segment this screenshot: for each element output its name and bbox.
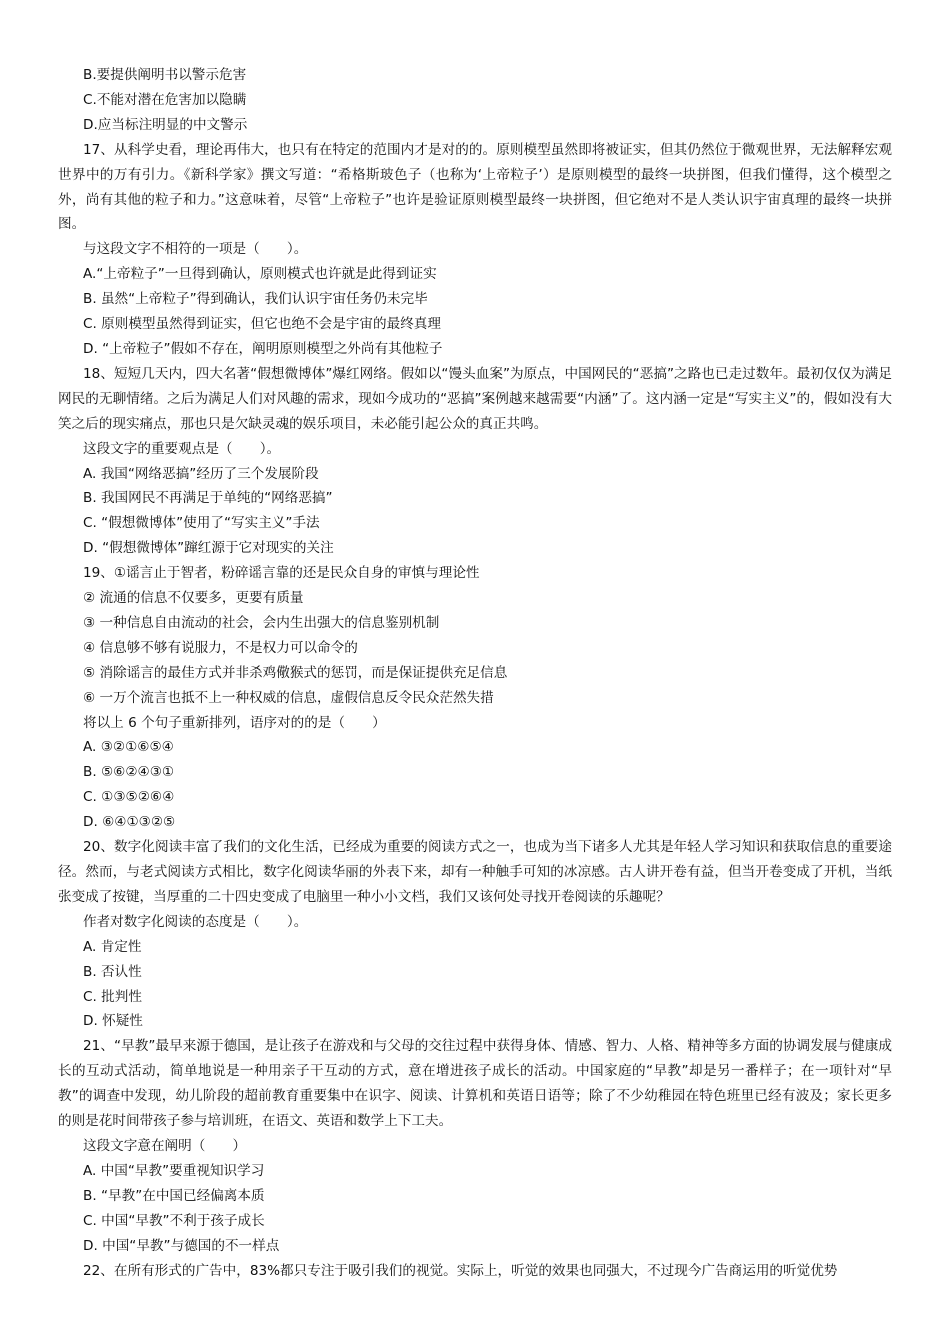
q17-passage: 17、从科学史看，理论再伟大，也只有在特定的范围内才是对的的。原则模型虽然即将被证实，但其仍然位于微观世界，无法解释宏观世界中的万有引力。《新科学家》撰文写道：“希格斯玻色子（也称为‘上帝粒子’）是原则模型的最终一块拼图，但我们懂得，这个模型之外，尚有其他的粒子和力。”这意味着，尽管“上帝粒子”也许是验证原则模型最终一块拼图，但它绝对不是人类认识宇宙真理的最终一块拼图。 bbox=[58, 141, 892, 233]
q19-stem: 将以上 6 个句子重新排列，语序对的的是（ ） bbox=[83, 714, 386, 731]
q17-stem: 与这段文字不相符的一项是（ ）。 bbox=[83, 241, 308, 258]
q21-stem: 这段文字意在阐明（ ） bbox=[83, 1137, 247, 1154]
q20-stem: 作者对数字化阅读的态度是（ ）。 bbox=[83, 913, 308, 930]
q19-sentence-3: ③ 一种信息自由流动的社会，会内生出强大的信息鉴别机制 bbox=[83, 614, 440, 631]
q18-option-d: D. “假想微博体”蹿红源于它对现实的关注 bbox=[83, 540, 334, 557]
q20-option-d: D. 怀疑性 bbox=[83, 1013, 143, 1030]
q18-passage: 18、短短几天内，四大名著“假想微博体”爆红网络。假如以“馒头血案”为原点，中国网民的“恶搞”之路也已走过数年。最初仅仅为满足网民的无聊情绪。之后为满足人们对风趣的需求，现如今成功的“恶搞”案例越来越需要“内涵”了。这内涵一定是“写实主义”的，假如没有大笑之后的现实痛点，那也只是欠缺灵魂的娱乐项目，未必能引起公众的真正共鸣。 bbox=[58, 365, 892, 432]
q19-sentence-5: ⑤ 消除谣言的最佳方式并非杀鸡儆猴式的惩罚，而是保证提供充足信息 bbox=[83, 664, 508, 681]
q20-option-b: B. 否认性 bbox=[83, 963, 142, 980]
q17-option-c: C. 原则模型虽然得到证实，但它也绝不会是宇宙的最终真理 bbox=[83, 316, 441, 333]
q18-stem: 这段文字的重要观点是（ ）。 bbox=[83, 440, 281, 457]
q17-option-d: D. “上帝粒子”假如不存在，阐明原则模型之外尚有其他粒子 bbox=[83, 340, 443, 357]
q18-option-b: B. 我国网民不再满足于单纯的“网络恶搞” bbox=[83, 490, 333, 507]
q19-sentence-1: 19、①谣言止于智者，粉碎谣言靠的还是民众自身的审慎与理论性 bbox=[83, 565, 480, 582]
q21-option-c: C. 中国“早教”不利于孩子成长 bbox=[83, 1212, 265, 1229]
q19-sentence-2: ② 流通的信息不仅要多，更要有质量 bbox=[83, 590, 304, 607]
q20-option-a: A. 肯定性 bbox=[83, 938, 142, 955]
q19-option-d: D. ⑥④①③②⑤ bbox=[83, 814, 176, 831]
q22-passage: 22、在所有形式的广告中，83%都只专注于吸引我们的视觉。实际上，听觉的效果也同强大，不过现今广告商运用的听觉优势 bbox=[83, 1262, 838, 1279]
q21-option-d: D. 中国“早教”与德国的不一样点 bbox=[83, 1237, 280, 1254]
q19-sentence-4: ④ 信息够不够有说服力，不是权力可以命令的 bbox=[83, 639, 358, 656]
q19-sentence-6: ⑥ 一万个流言也抵不上一种权威的信息，虚假信息反令民众茫然失措 bbox=[83, 689, 494, 706]
q16-option-d: D.应当标注明显的中文警示 bbox=[83, 116, 248, 133]
q20-passage: 20、数字化阅读丰富了我们的文化生活，已经成为重要的阅读方式之一，也成为当下诸多人尤其是年轻人学习知识和获取信息的重要途径。然而，与老式阅读方式相比，数字化阅读华丽的外表下来，却有一种触手可知的冰凉感。古人讲开卷有益，但当开卷变成了开机，当纸张变成了按键，当厚重的二十四史变成了电脑里一种小小文档，我们又该何处寻找开卷阅读的乐趣呢？ bbox=[58, 839, 892, 905]
q17-option-b: B. 虽然“上帝粒子”得到确认，我们认识宇宙任务仍未完毕 bbox=[83, 291, 428, 308]
q19-option-a: A. ③②①⑥⑤④ bbox=[83, 739, 174, 756]
q17-option-a: A.“上帝粒子”一旦得到确认，原则模式也许就是此得到证实 bbox=[83, 266, 437, 283]
q16-option-c: C.不能对潜在危害加以隐瞒 bbox=[83, 91, 247, 108]
q16-option-b: B.要提供阐明书以警示危害 bbox=[83, 67, 247, 83]
q21-passage: 21、“早教”最早来源于德国，是让孩子在游戏和与父母的交往过程中获得身体、情感、智力、人格、精神等多方面的协调发展与健康成长的互动式活动，简单地说是一种用亲子干互动的方式，意在增进孩子成长的活动。中国家庭的“早教”却是另一番样子；在一项针对“早教”的调查中发现，幼儿阶段的超前教育重要集中在识字、阅读、计算机和英语日语等；除了不少幼稚园在特色班里已经有波及；家长更多的则是花时间带孩子参与培训班，在语文、英语和数学上下工夫。 bbox=[58, 1038, 892, 1130]
q20-option-c: C. 批判性 bbox=[83, 988, 142, 1005]
q19-option-b: B. ⑤⑥②④③① bbox=[83, 764, 175, 781]
q18-option-a: A. 我国“网络恶搞”经历了三个发展阶段 bbox=[83, 465, 319, 482]
q21-option-b: B. “早教”在中国已经偏离本质 bbox=[83, 1187, 265, 1204]
q21-option-a: A. 中国“早教”要重视知识学习 bbox=[83, 1162, 265, 1179]
q19-option-c: C. ①③⑤②⑥④ bbox=[83, 789, 175, 806]
q18-option-c: C. “假想微博体”使用了“写实主义”手法 bbox=[83, 515, 320, 532]
